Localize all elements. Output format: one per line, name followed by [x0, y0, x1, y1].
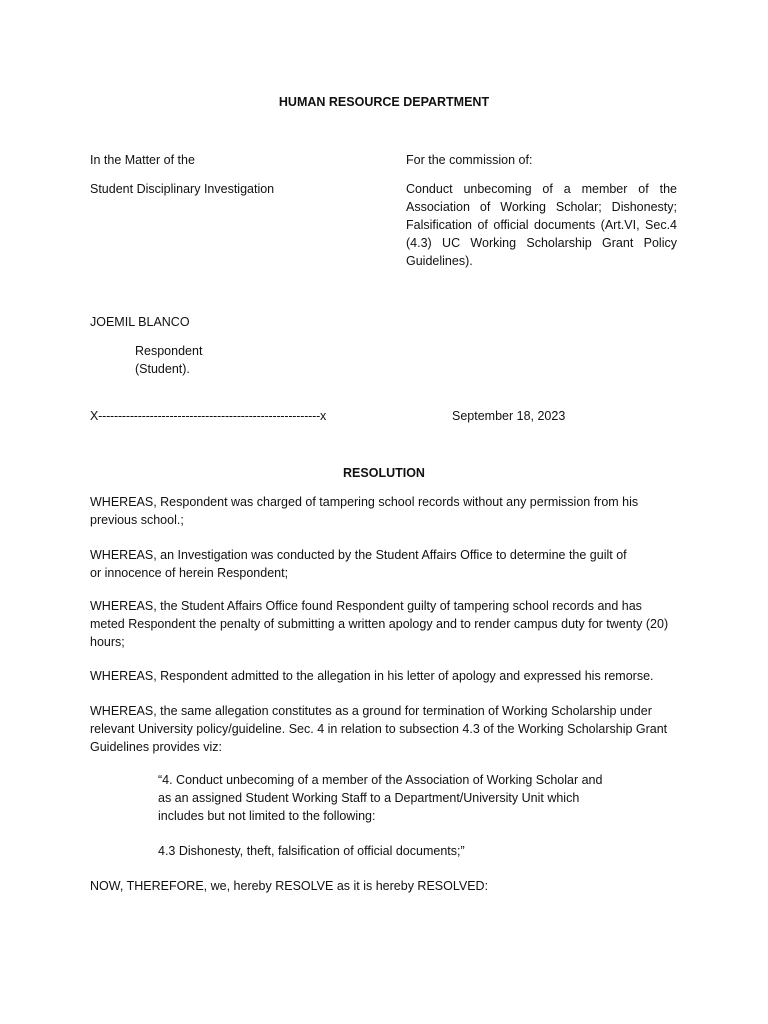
- document-date: September 18, 2023: [452, 409, 566, 423]
- quoted-provision-4-3: 4.3 Dishonesty, theft, falsification of official documents;”: [158, 844, 465, 858]
- matter-label: In the Matter of the: [90, 153, 195, 167]
- whereas-clause-4: WHEREAS, Respondent admitted to the allegation in his letter of apology and expressed his remorse.: [90, 669, 654, 683]
- respondent-name: JOEMIL BLANCO: [90, 315, 190, 329]
- resolving-clause: NOW, THEREFORE, we, hereby RESOLVE as it is hereby RESOLVED:: [90, 879, 489, 893]
- respondent-role-line2: (Student).: [135, 362, 190, 376]
- quoted-provision-4: “4. Conduct unbecoming of a member of the Association of Working Scholar and as an assigned Student Working Staff to a Department/University Unit which includes but not limited to the following:: [158, 773, 603, 823]
- caption-divider: X--------------------------------------------------------x: [90, 409, 327, 423]
- resolution-heading: RESOLUTION: [343, 466, 425, 480]
- whereas-clause-1: WHEREAS, Respondent was charged of tampering school records without any permission from his previous school.;: [90, 495, 639, 527]
- whereas-clause-3: WHEREAS, the Student Affairs Office found Respondent guilty of tampering school records and has meted Respondent the penalty of submitting a written apology and to render campus duty for twenty (20) hours;: [90, 599, 669, 649]
- respondent-role: [135, 342, 202, 378]
- matter-subject: Student Disciplinary Investigation: [90, 182, 275, 196]
- commission-label: For the commission of:: [406, 153, 533, 167]
- commission-charges: Conduct unbecoming of a member of the Association of Working Scholar; Dishonesty; Falsification of official documents (Art.VI, Sec.4 (4.3) UC Working Scholarship Grant Policy Guidelines).: [406, 182, 677, 268]
- document-title: HUMAN RESOURCE DEPARTMENT: [278, 95, 490, 109]
- whereas-clause-5: WHEREAS, the same allegation constitutes as a ground for termination of Working Scholarship under relevant University policy/guideline. Sec. 4 in relation to subsection 4.3 of the Working Scholarship Grant Guidelines provides viz:: [90, 704, 668, 754]
- respondent-role-line1: Respondent: [135, 344, 203, 358]
- whereas-clause-2: WHEREAS, an Investigation was conducted by the Student Affairs Office to determine the guilt of or innocence of herein Respondent;: [90, 548, 627, 580]
